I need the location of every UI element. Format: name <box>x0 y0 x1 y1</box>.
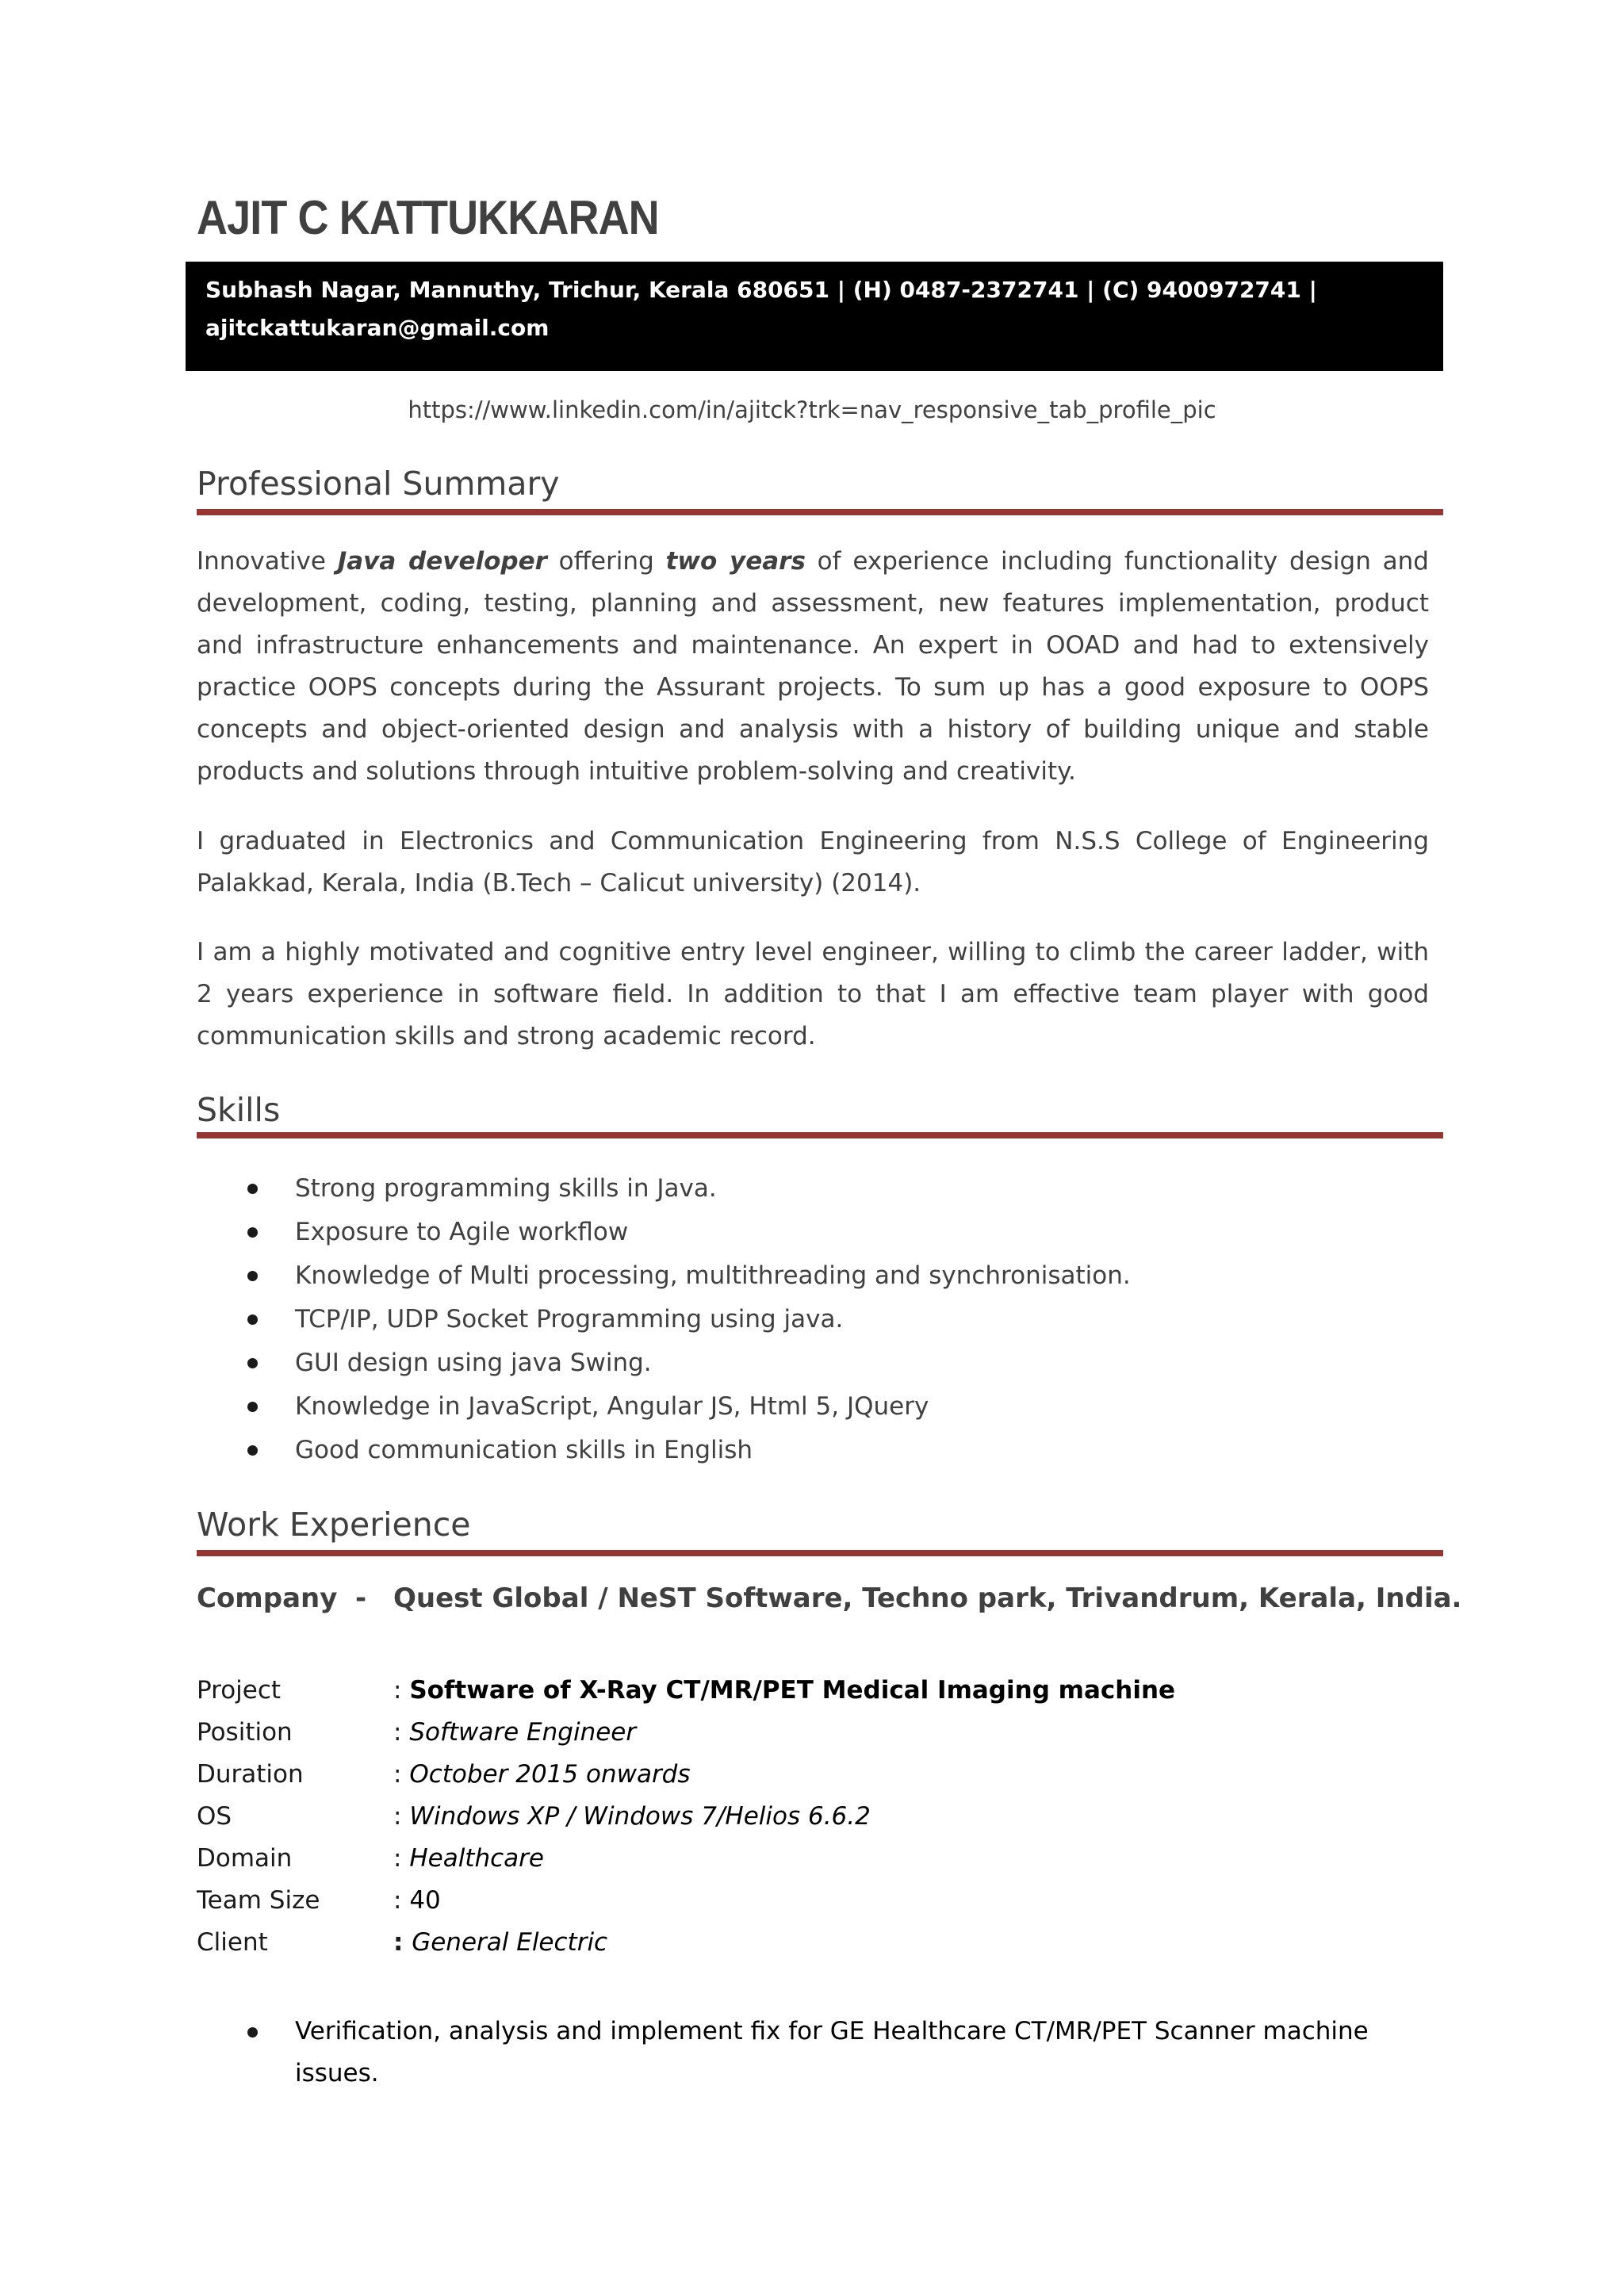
company-line <box>197 1582 1461 1614</box>
bullet-icon <box>247 1445 258 1456</box>
summary-emphasis-two-years: two years <box>665 547 806 576</box>
section-title-work-experience: Work Experience <box>197 1506 471 1544</box>
work-responsibilities-list <box>197 2011 1434 2095</box>
detail-colon: : <box>393 1718 410 1747</box>
detail-colon: : <box>393 1844 410 1873</box>
candidate-name: AJIT C KATTUKKARAN <box>197 191 659 244</box>
section-rule <box>197 1132 1443 1138</box>
detail-colon: : <box>393 1928 412 1957</box>
summary-text: of experience including functionality design and development, coding, testing, planning and assessment, new features implementation, product and infrastructure enhancements and maintenance. An expert in OOAD and had to extensively practice OOPS concepts during the Assurant projects. To sum up has a good exposure to OOPS concepts and object-oriented design and analysis with a history of building unique and stable products and solutions through intuitive problem-solving and creativity. <box>197 547 1429 786</box>
detail-row <box>197 1922 1175 1964</box>
detail-row <box>197 1838 1175 1880</box>
detail-row <box>197 1712 1175 1754</box>
company-dash: - <box>355 1582 367 1614</box>
bullet-icon <box>247 1227 258 1238</box>
contact-bar <box>186 262 1443 371</box>
detail-colon: : <box>393 1760 410 1789</box>
skill-list-item <box>197 1211 1434 1254</box>
section-title-professional-summary: Professional Summary <box>197 465 560 503</box>
project-details <box>197 1670 1175 1964</box>
detail-label: Team Size <box>197 1886 320 1915</box>
skill-list-item <box>197 1385 1434 1429</box>
detail-colon: : <box>393 1886 410 1915</box>
detail-label: Domain <box>197 1844 293 1873</box>
summary-text: offering <box>546 547 666 576</box>
company-value: Quest Global / NeST Software, Techno park, Trivandrum, Kerala, India. <box>393 1582 1462 1614</box>
skill-list-item <box>197 1254 1434 1298</box>
linkedin-url: https://www.linkedin.com/in/ajitck?trk=nav_responsive_tab_profile_pic <box>408 396 1216 423</box>
skill-list-item <box>197 1341 1434 1385</box>
bullet-icon <box>247 1402 258 1412</box>
summary-paragraph-1 <box>197 541 1429 793</box>
detail-row <box>197 1796 1175 1838</box>
skill-text: GUI design using java Swing. <box>295 1349 652 1377</box>
contact-email: ajitckattukaran@gmail.com <box>205 315 550 341</box>
skill-list-item <box>197 1298 1434 1341</box>
bullet-icon <box>247 1184 258 1194</box>
detail-label: Position <box>197 1718 293 1747</box>
skill-text: Exposure to Agile workflow <box>295 1218 629 1246</box>
detail-value: Software of X-Ray CT/MR/PET Medical Imaging machine <box>409 1676 1176 1705</box>
detail-value: General Electric <box>412 1928 608 1957</box>
work-bullet-item <box>197 2011 1437 2095</box>
detail-row <box>197 1880 1175 1922</box>
detail-value: Windows XP / Windows 7/Helios 6.6.2 <box>409 1802 871 1831</box>
section-rule <box>197 509 1443 515</box>
detail-value: 40 <box>409 1886 441 1915</box>
skill-text: TCP/IP, UDP Socket Programming using java. <box>295 1305 844 1334</box>
summary-text: Innovative <box>197 547 338 576</box>
summary-paragraph-2: I graduated in Electronics and Communication Engineering from N.S.S College of Engineering Palakkad, Kerala, India (B.Tech – Calicut university) (2014). <box>197 827 1429 897</box>
skills-list <box>197 1167 1434 1472</box>
skill-text: Knowledge in JavaScript, Angular JS, Html 5, JQuery <box>295 1392 929 1421</box>
bullet-icon <box>247 1358 258 1368</box>
detail-colon: : <box>393 1802 410 1831</box>
skill-text: Good communication skills in English <box>295 1436 753 1464</box>
skill-list-item <box>197 1429 1434 1472</box>
skill-list-item <box>197 1167 1434 1211</box>
detail-value: Healthcare <box>409 1844 544 1873</box>
section-rule <box>197 1550 1443 1556</box>
detail-label: Project <box>197 1676 282 1705</box>
detail-label: Client <box>197 1928 268 1957</box>
skill-text: Knowledge of Multi processing, multithreading and synchronisation. <box>295 1261 1131 1290</box>
detail-row <box>197 1754 1175 1796</box>
detail-row <box>197 1670 1175 1712</box>
bullet-icon <box>247 1314 258 1325</box>
section-title-skills: Skills <box>197 1091 281 1129</box>
detail-colon: : <box>393 1676 410 1705</box>
detail-value: October 2015 onwards <box>409 1760 691 1789</box>
bullet-icon <box>247 2027 258 2038</box>
detail-label: Duration <box>197 1760 304 1789</box>
summary-emphasis-java-developer: Java developer <box>337 547 547 576</box>
detail-label: OS <box>197 1802 232 1831</box>
bullet-icon <box>247 1271 258 1281</box>
work-bullet-text: Verification, analysis and implement fix for GE Healthcare CT/MR/PET Scanner machine issues. <box>295 2017 1369 2087</box>
summary-paragraph-3: I am a highly motivated and cognitive entry level engineer, willing to climb the career ladder, with 2 years experience in software field. In addition to that I am effective team player with good communication skills and strong academic record. <box>197 938 1429 1050</box>
contact-address-phones: Subhash Nagar, Mannuthy, Trichur, Kerala 680651 | (H) 0487-2372741 | (C) 9400972741 | <box>205 277 1317 303</box>
company-label: Company <box>197 1582 338 1614</box>
skill-text: Strong programming skills in Java. <box>295 1174 717 1203</box>
detail-value: Software Engineer <box>409 1718 637 1747</box>
